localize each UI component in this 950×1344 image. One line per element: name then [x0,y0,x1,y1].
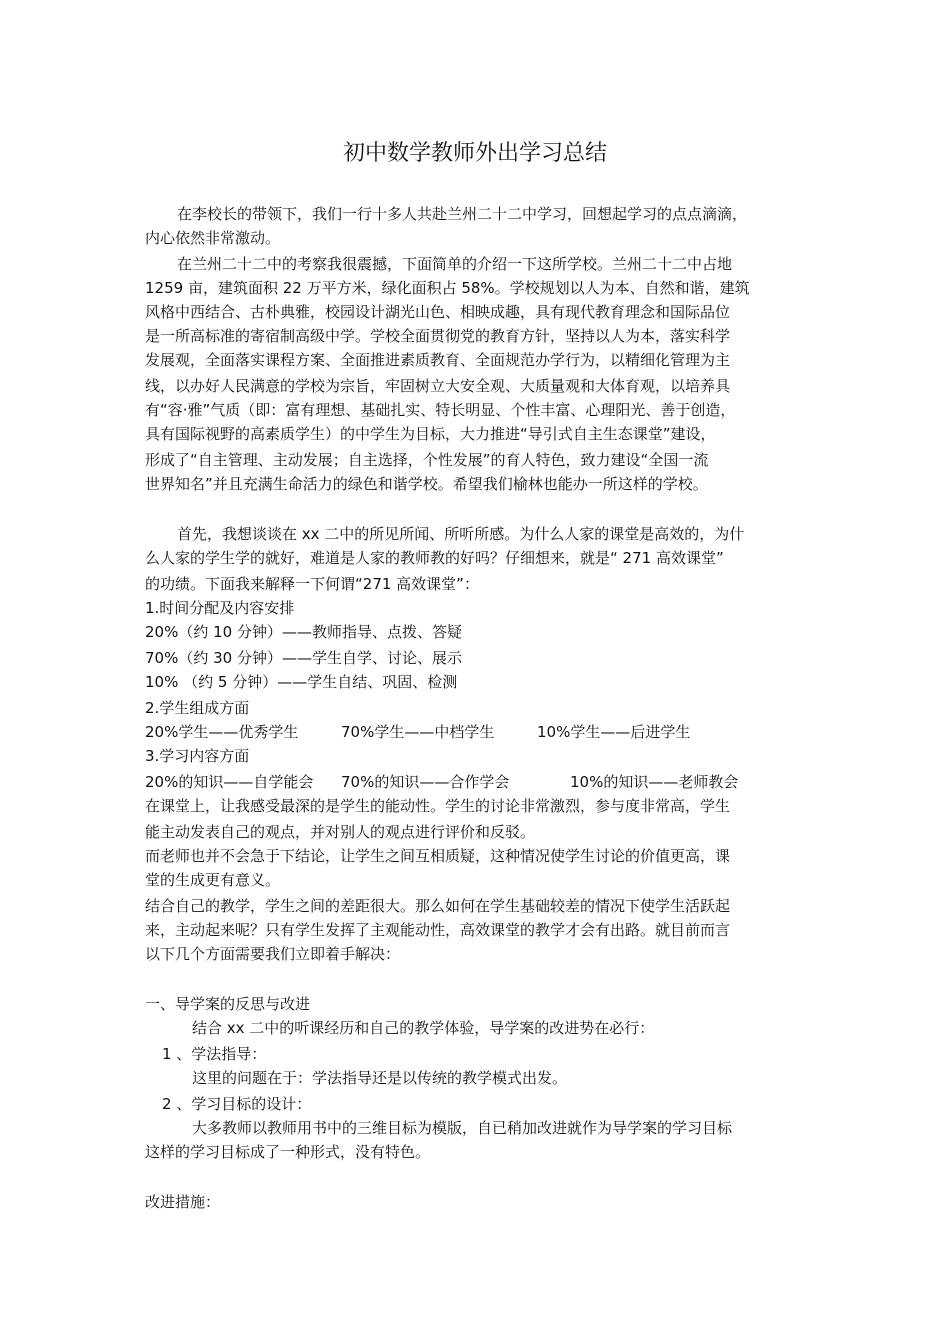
paragraph-line: 线，以办好人民满意的学校为宗旨，牢固树立大安全观、大质量观和大体育观，以培养具 [145,377,731,395]
paragraph-line: 结合 xx 二中的听课经历和自己的教学体验，导学案的改进势在必行： [192,1019,655,1037]
page-title: 初中数学教师外出学习总结 [342,141,607,166]
paragraph-line: 改进措施： [145,1193,221,1211]
section-heading: 一、导学案的反思与改进 [145,995,311,1013]
paragraph-line: 有“容·雅”气质（即：富有理想、基础扎实、特长明显、个性丰富、心理阳光、善于创造， [145,401,736,419]
list-item-row [145,772,765,792]
list-item: 20%（约 10 分钟）——教师指导、点拨、答疑 [145,623,462,641]
paragraph-line: 内心依然非常激动。 [145,229,281,247]
list-heading: 3.学习内容方面 [145,747,250,765]
paragraph-line: 这里的问题在于：学法指导还是以传统的教学模式出发。 [192,1069,568,1087]
paragraph-line: 以下几个方面需要我们立即着手解决： [145,945,401,963]
paragraph-line: 发展观，全面落实课程方案、全面推进素质教育、全面规范办学行为，以精细化管理为主 [145,351,731,369]
list-item: 10%学生——后进学生 [537,723,691,741]
paragraph-line: 在兰州二十二中的考察我很震撼，下面简单的介绍一下这所学校。兰州二十二中占地 [177,255,733,273]
subsection-heading: 1 、学法指导： [162,1045,267,1063]
paragraph-line: 大多教师以教师用书中的三维目标为模版，自已稍加改进就作为导学案的学习目标 [192,1119,733,1137]
paragraph-line: 1259 亩，建筑面积 22 万平方米，绿化面积占 58%。学校规划以人为本、自然和谐，建筑 [145,279,750,297]
list-item: 10%的知识——老师教会 [570,773,739,791]
paragraph-line: 么人家的学生学的就好，难道是人家的教师教的好吗？仔细想来，就是“ 271 高效课堂” [145,549,724,567]
paragraph-line: 首先，我想谈谈在 xx 二中的所见所闻、所听所感。为什么人家的课堂是高效的，为什 [177,525,745,543]
subsection-heading: 2 、学习目标的设计： [162,1095,312,1113]
list-item: 10% （约 5 分钟）——学生自结、巩固、检测 [145,673,458,691]
paragraph-line: 来，主动起来呢？只有学生发挥了主观能动性，高效课堂的教学才会有出路。就目前而言 [145,921,731,939]
paragraph-line: 在课堂上，让我感受最深的是学生的能动性。学生的讨论非常激烈，参与度非常高，学生 [145,797,731,815]
paragraph-line: 是一所高标准的寄宿制高级中学。学校全面贯彻党的教育方针，坚持以人为本，落实科学 [145,327,731,345]
paragraph-line: 具有国际视野的高素质学生）的中学生为目标，大力推进“导引式自主生态课堂”建设， [145,425,716,443]
list-heading: 1.时间分配及内容安排 [145,599,295,617]
list-item: 70%（约 30 分钟）——学生自学、讨论、展示 [145,649,462,667]
list-item-row [145,722,745,742]
list-item: 70%的知识——合作学会 [341,773,510,791]
paragraph-line: 这样的学习目标成了一种形式，没有特色。 [145,1143,431,1161]
paragraph-line: 世界知名”并且充满生命活力的绿色和谐学校。希望我们榆林也能办一所这样的学校。 [145,475,708,493]
list-heading: 2.学生组成方面 [145,699,250,717]
list-item: 20%学生——优秀学生 [145,723,299,741]
paragraph-line: 堂的生成更有意义。 [145,871,281,889]
paragraph-line: 能主动发表自己的观点，并对别人的观点进行评价和反驳。 [145,823,536,841]
paragraph-line: 风格中西结合、古朴典雅，校园设计湖光山色、相映成趣，具有现代教育理念和国际品位 [145,303,731,321]
paragraph-line: 而老师也并不会急于下结论，让学生之间互相质疑，这种情况使学生讨论的价值更高，课 [145,847,731,865]
paragraph-line: 的功绩。下面我来解释一下何谓“271 高效课堂”： [145,575,479,593]
paragraph-line: 形成了“自主管理、主动发展；自主选择，个性发展”的育人特色，致力建设“全国一流 [145,451,709,469]
list-item: 20%的知识——自学能会 [145,773,314,791]
paragraph-line: 结合自己的教学，学生之间的差距很大。那么如何在学生基础较差的情况下使学生活跃起 [145,897,731,915]
list-item: 70%学生——中档学生 [341,723,495,741]
paragraph-line: 在李校长的带领下，我们一行十多人共赴兰州二十二中学习，回想起学习的点点滴滴， [177,205,748,223]
